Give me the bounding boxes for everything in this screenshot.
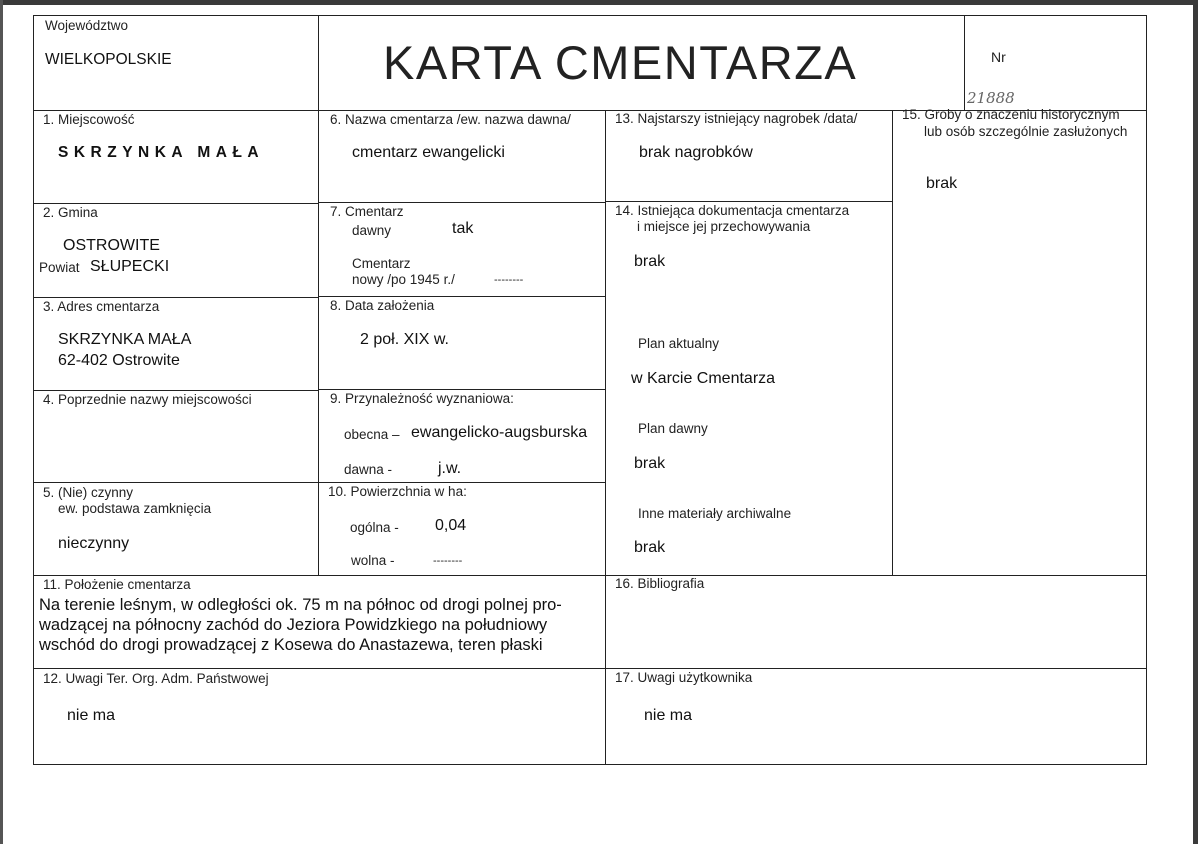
f4-label: 4. Poprzednie nazwy miejscowości bbox=[43, 392, 252, 407]
voivodeship-label: Województwo bbox=[45, 18, 129, 33]
f3-label: 3. Adres cmentarza bbox=[43, 299, 160, 314]
f10-label: 10. Powierzchnia w ha: bbox=[328, 484, 467, 499]
f15-label-line2: lub osób szczególnie zasłużonych bbox=[924, 124, 1128, 139]
f2-powiat-label: Powiat bbox=[39, 260, 80, 275]
f11-line-3: wschód do drogi prowadzącej z Kosewa do Anastazewa, teren płaski bbox=[39, 636, 543, 654]
f13-value: brak nagrobków bbox=[639, 144, 753, 161]
f3-line1: SKRZYNKA MAŁA bbox=[58, 331, 192, 348]
f9-obecna-label: obecna – bbox=[344, 427, 400, 442]
f2-value: OSTROWITE bbox=[63, 237, 160, 254]
f14-plan-dawny-label: Plan dawny bbox=[638, 421, 708, 436]
f5-value: nieczynny bbox=[58, 535, 130, 552]
header-divider-2 bbox=[964, 15, 965, 110]
card-title: KARTA CMENTARZA bbox=[383, 36, 858, 89]
f10-ogolna-label: ogólna - bbox=[350, 520, 399, 535]
f10-wolna-value: -------- bbox=[433, 555, 463, 567]
row-line-c1-3 bbox=[33, 390, 318, 391]
voivodeship-value: WIELKOPOLSKIE bbox=[45, 51, 172, 68]
row-line-c2-3 bbox=[318, 389, 605, 390]
f7-nowy-label2: nowy /po 1945 r./ bbox=[352, 272, 455, 287]
f14-plan-aktualny-value: w Karcie Cmentarza bbox=[631, 370, 776, 387]
row-line-c2-4 bbox=[318, 482, 605, 483]
row-line-c1-1 bbox=[33, 203, 318, 204]
f15-value: brak bbox=[926, 175, 958, 192]
f5-label-line2: ew. podstawa zamknięcia bbox=[58, 501, 212, 516]
cemetery-card-form bbox=[33, 15, 1147, 765]
row-line-lower-1 bbox=[33, 575, 1147, 576]
col-divider-c bbox=[892, 110, 893, 575]
col-divider-a bbox=[318, 110, 319, 575]
f7-dawny-label: dawny bbox=[352, 223, 392, 238]
f5-label-line1: 5. (Nie) czynny bbox=[43, 485, 134, 500]
f2-label: 2. Gmina bbox=[43, 205, 98, 220]
f14-plan-aktualny-label: Plan aktualny bbox=[638, 336, 720, 351]
f10-wolna-label: wolna - bbox=[351, 553, 395, 568]
f14-plan-dawny-value: brak bbox=[634, 455, 666, 472]
f17-label: 17. Uwagi użytkownika bbox=[615, 670, 753, 685]
header-divider-1 bbox=[318, 15, 319, 110]
f14-label-line1: 14. Istniejąca dokumentacja cmentarza bbox=[615, 203, 850, 218]
f9-obecna-value: ewangelicko-augsburska bbox=[411, 424, 588, 441]
row-line-lower-2 bbox=[33, 668, 1147, 669]
nr-value: 21888 bbox=[967, 89, 1015, 107]
f6-value: cmentarz ewangelicki bbox=[352, 144, 505, 161]
row-line-c2-2 bbox=[318, 296, 605, 297]
f13-label: 13. Najstarszy istniejący nagrobek /data/ bbox=[615, 111, 858, 126]
f6-label: 6. Nazwa cmentarza /ew. nazwa dawna/ bbox=[330, 112, 571, 127]
f8-value: 2 poł. XIX w. bbox=[360, 331, 449, 348]
f11-description bbox=[39, 595, 599, 655]
f17-value: nie ma bbox=[644, 707, 693, 724]
border-bottom bbox=[33, 764, 1147, 765]
f9-dawna-label: dawna - bbox=[344, 462, 393, 477]
f14-inne-value: brak bbox=[634, 539, 666, 556]
row-line-c1-4 bbox=[33, 482, 318, 483]
f11-line-2: wadzącej na północny zachód do Jeziora Powidzkiego na południowy bbox=[39, 616, 548, 634]
f7-nowy-value: -------- bbox=[494, 274, 524, 286]
col-divider-b bbox=[605, 110, 606, 765]
f7-nowy-label1: Cmentarz bbox=[352, 256, 411, 271]
f3-line2: 62-402 Ostrowite bbox=[58, 352, 180, 369]
f11-label: 11. Położenie cmentarza bbox=[43, 577, 191, 592]
f7-label: 7. Cmentarz bbox=[330, 204, 404, 219]
f11-line-1: Na terenie leśnym, w odległości ok. 75 m na północ od drogi polnej pro- bbox=[39, 596, 562, 614]
f1-label: 1. Miejscowość bbox=[43, 112, 135, 127]
border-right bbox=[1146, 15, 1147, 765]
f10-ogolna-value: 0,04 bbox=[435, 517, 467, 534]
f14-label-line2: i miejsce jej przechowywania bbox=[637, 219, 811, 234]
nr-label: Nr bbox=[991, 49, 1006, 65]
border-top bbox=[33, 15, 1147, 16]
row-line-c2-1 bbox=[318, 202, 605, 203]
scan-edge-top bbox=[0, 0, 1198, 5]
row-line-c1-2 bbox=[33, 297, 318, 298]
row-line-c3-1 bbox=[605, 201, 892, 202]
f7-dawny-value: tak bbox=[452, 220, 474, 237]
f14-inne-label: Inne materiały archiwalne bbox=[638, 506, 792, 521]
f9-dawna-value: j.w. bbox=[438, 460, 462, 477]
f12-value: nie ma bbox=[67, 707, 116, 724]
f16-label: 16. Bibliografia bbox=[615, 576, 705, 591]
f12-label: 12. Uwagi Ter. Org. Adm. Państwowej bbox=[43, 671, 269, 686]
f14-value: brak bbox=[634, 253, 666, 270]
scan-edge-right bbox=[1193, 0, 1198, 844]
f1-value: SKRZYNKA MAŁA bbox=[58, 144, 265, 161]
scan-edge-left bbox=[0, 0, 3, 844]
f2-powiat-value: SŁUPECKI bbox=[90, 258, 170, 275]
f9-label: 9. Przynależność wyznaniowa: bbox=[330, 391, 514, 406]
f15-label-line1: 15. Groby o znaczeniu historycznym bbox=[902, 107, 1120, 122]
f8-label: 8. Data założenia bbox=[330, 298, 435, 313]
